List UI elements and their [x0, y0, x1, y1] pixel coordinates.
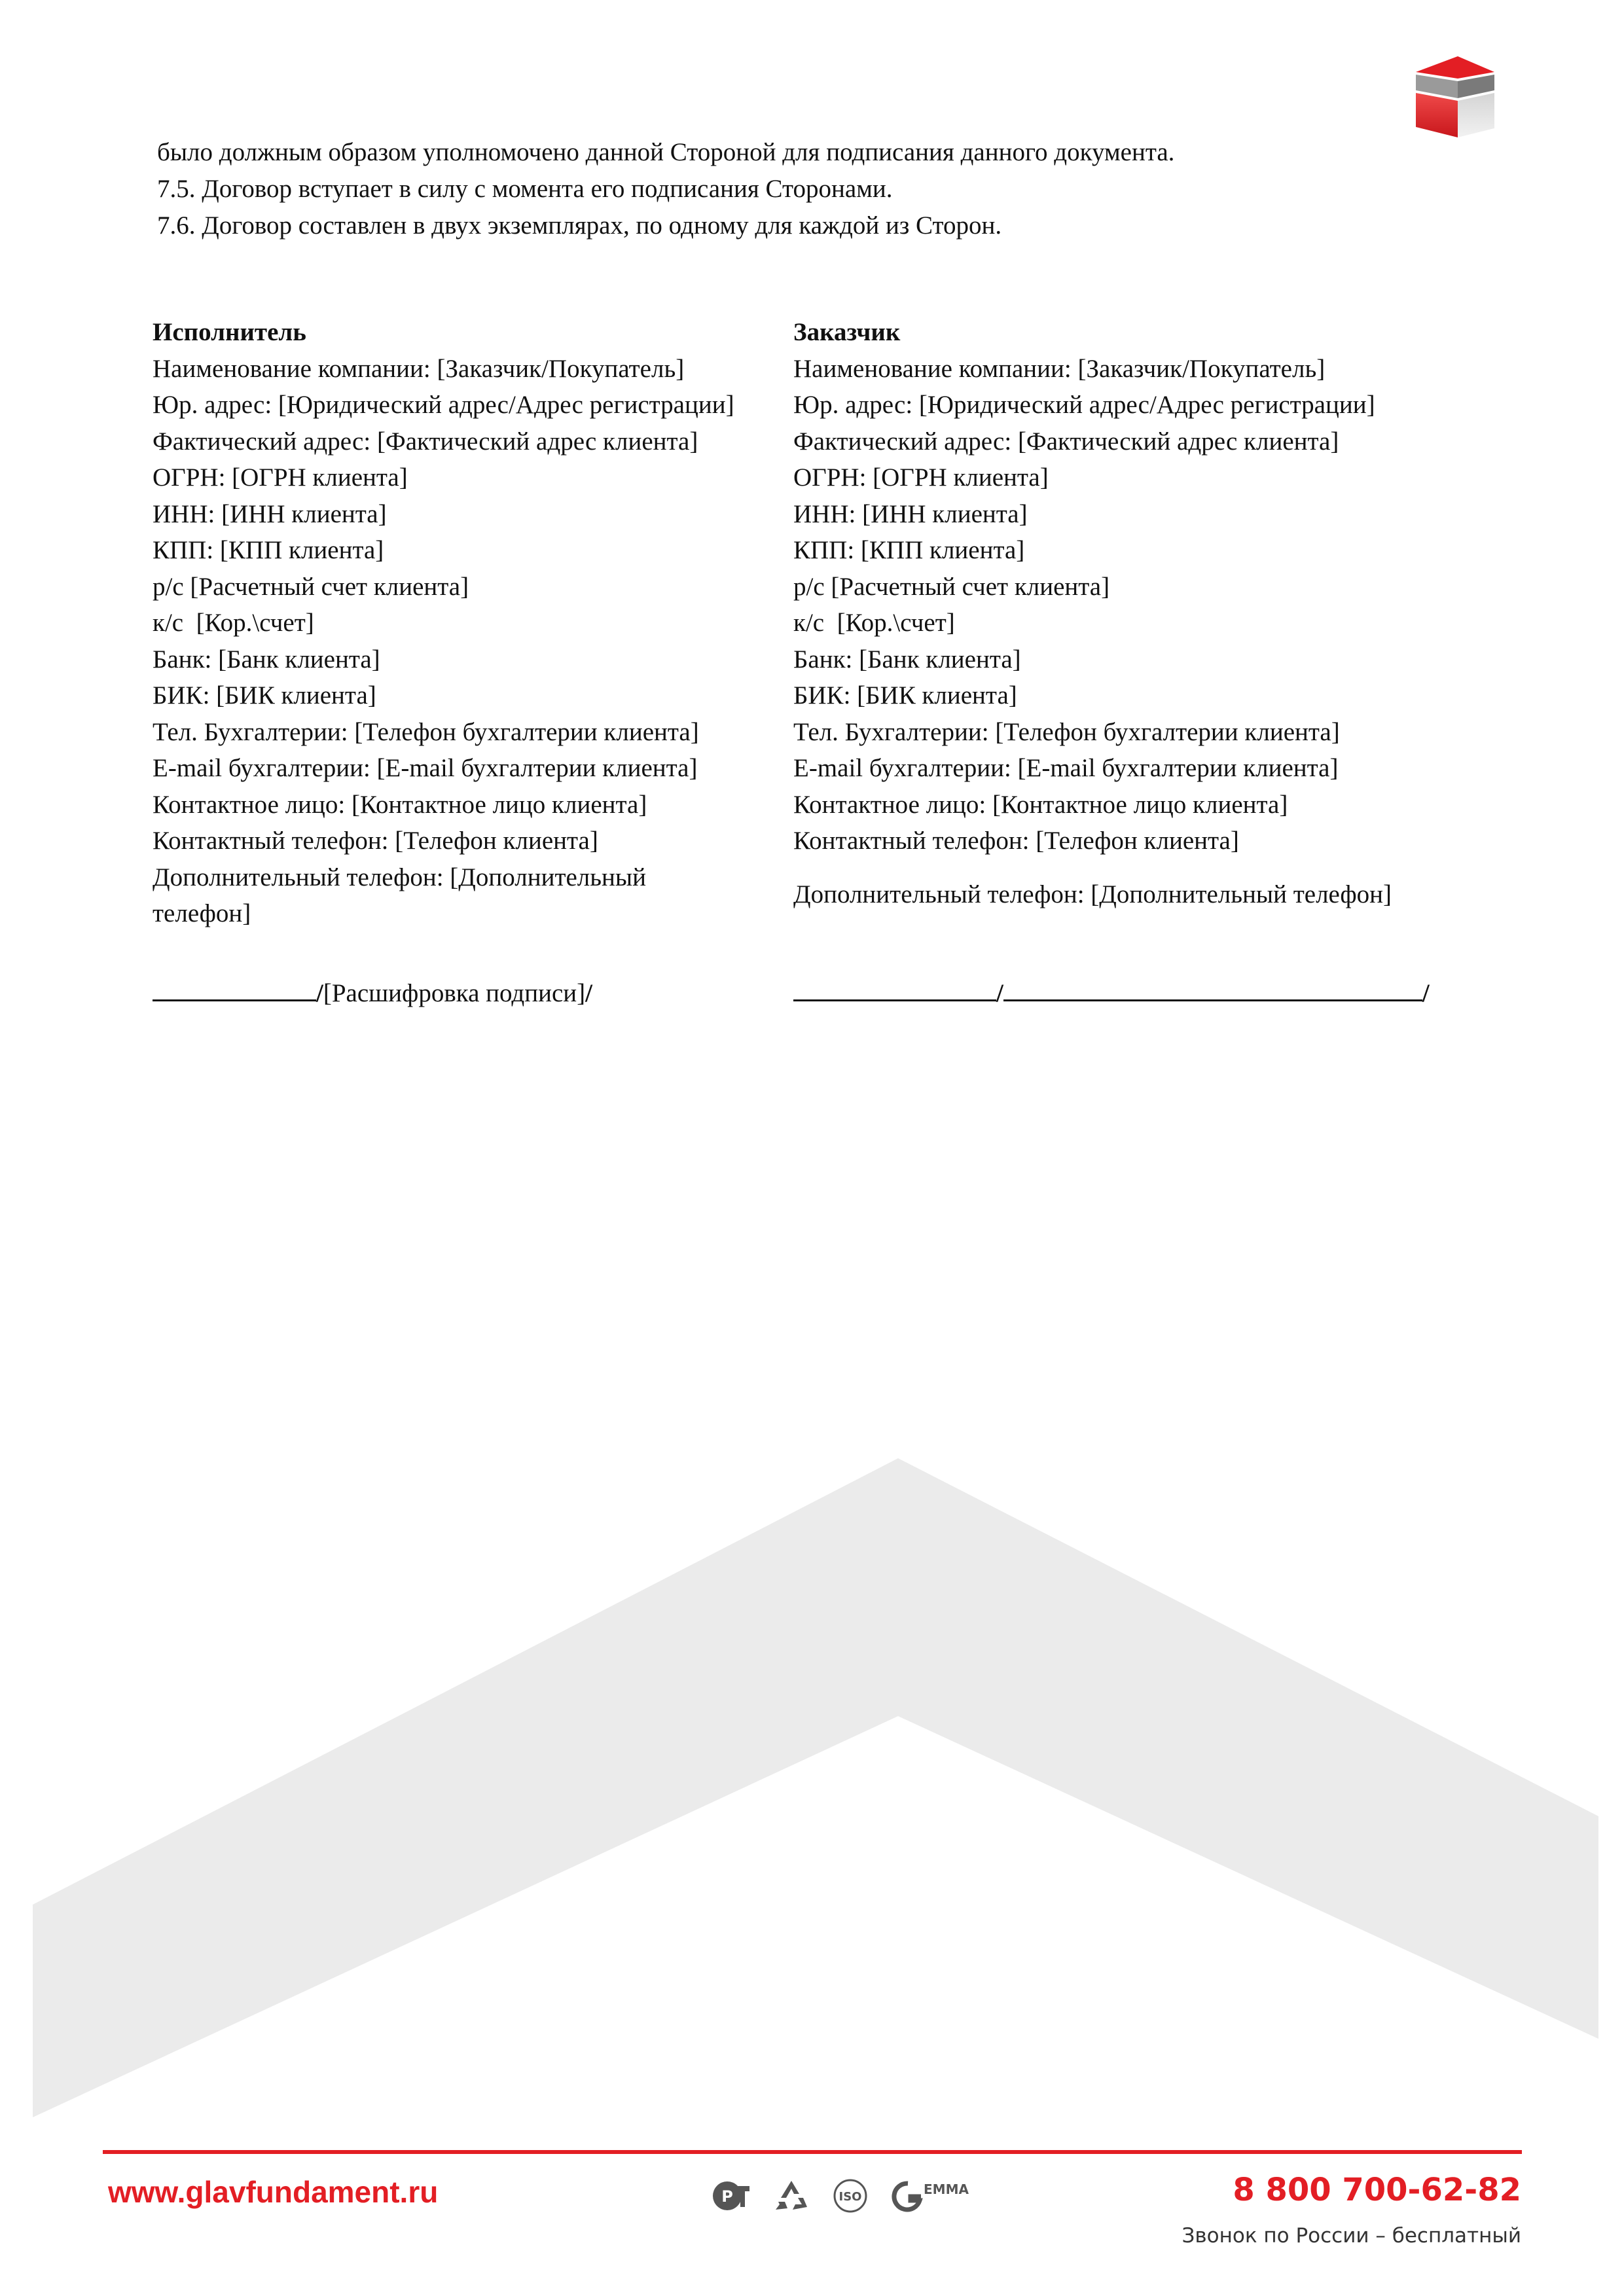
customer-ogrn: ОГРН: [ОГРН клиента] [793, 463, 1049, 492]
gemma-icon [891, 2176, 976, 2215]
certification-icons [710, 2173, 976, 2219]
customer-bank: Банк: [Банк клиента] [793, 645, 1021, 673]
clause-7-5: 7.5. Договор вступает в силу с момента его подписания Сторонами. [157, 175, 893, 203]
executor-kpp: КПП: [КПП клиента] [153, 536, 384, 564]
intro-text [157, 134, 1499, 244]
customer-contact-person: Контактное лицо: [Контактное лицо клиента] [793, 790, 1288, 819]
customer-bik: БИК: [БИК клиента] [793, 681, 1017, 709]
executor-actual-address: Фактический адрес: [Фактический адрес клиента] [153, 427, 698, 456]
executor-contact-person: Контактное лицо: [Контактное лицо клиента] [153, 790, 647, 819]
iso-icon [831, 2176, 870, 2215]
customer-legal-address: Юр. адрес: [Юридический адрес/Адрес регистрации] [793, 391, 1375, 419]
executor-company: Наименование компании: [Заказчик/Покупатель] [153, 354, 685, 383]
footer-divider [103, 2150, 1522, 2154]
executor-contact-phone: Контактный телефон: [Телефон клиента] [153, 827, 598, 855]
executor-details [153, 314, 755, 932]
executor-bik: БИК: [БИК клиента] [153, 681, 376, 709]
customer-heading: Заказчик [793, 318, 901, 346]
customer-signature-line [793, 975, 1430, 1012]
executor-accounting-email: E-mail бухгалтерии: [E-mail бухгалтерии клиента] [153, 754, 698, 782]
executor-ogrn: ОГРН: [ОГРН клиента] [153, 463, 408, 492]
executor-signature-field[interactable] [153, 976, 316, 1001]
signature-slash: / [1422, 979, 1430, 1007]
executor-accounting-phone: Тел. Бухгалтерии: [Телефон бухгалтерии клиента] [153, 717, 699, 746]
customer-accounting-email: E-mail бухгалтерии: [E-mail бухгалтерии клиента] [793, 754, 1339, 782]
customer-kpp: КПП: [КПП клиента] [793, 536, 1025, 564]
footer-website-link[interactable]: www.glavfundament.ru [108, 2175, 439, 2209]
clause-7-6: 7.6. Договор составлен в двух экземплярах, по одному для каждой из Сторон. [157, 211, 1002, 240]
rst-icon [710, 2176, 752, 2215]
footer-phone-number[interactable]: 8 800 700-62-82 [1233, 2172, 1521, 2208]
executor-signature-line [153, 975, 592, 1012]
customer-corr-account: к/с [Кор.\счет] [793, 609, 955, 637]
executor-extra-phone: Дополнительный телефон: [Дополнительный телефон] [153, 863, 646, 927]
customer-accounting-phone: Тел. Бухгалтерии: [Телефон бухгалтерии клиента] [793, 717, 1340, 746]
customer-contact-phone: Контактный телефон: [Телефон клиента] [793, 827, 1239, 855]
executor-bank: Банк: [Банк клиента] [153, 645, 380, 673]
signature-slash: / [996, 979, 1003, 1007]
customer-company: Наименование компании: [Заказчик/Покупатель] [793, 354, 1326, 383]
company-logo [1411, 52, 1502, 144]
svg-text:P: P [721, 2187, 733, 2206]
customer-actual-address: Фактический адрес: [Фактический адрес клиента] [793, 427, 1339, 456]
executor-corr-account: к/с [Кор.\счет] [153, 609, 314, 637]
executor-signature-decode: [Расшифровка подписи] [323, 979, 586, 1007]
svg-text:ISO: ISO [839, 2190, 862, 2204]
signature-slash: / [585, 979, 592, 1007]
recycle-icon [773, 2176, 810, 2215]
customer-inn: ИНН: [ИНН клиента] [793, 499, 1028, 528]
executor-heading: Исполнитель [153, 318, 306, 346]
customer-account: р/с [Расчетный счет клиента] [793, 572, 1110, 601]
customer-extra-phone: Дополнительный телефон: [Дополнительный телефон] [793, 880, 1392, 908]
signature-slash: / [316, 979, 323, 1007]
footer-phone-note: Звонок по России – бесплатный [1182, 2224, 1521, 2248]
customer-signature-field[interactable] [793, 976, 996, 1001]
executor-legal-address: Юр. адрес: [Юридический адрес/Адрес регистрации] [153, 391, 734, 419]
executor-inn: ИНН: [ИНН клиента] [153, 499, 387, 528]
customer-details [793, 314, 1448, 912]
customer-signature-decode-field[interactable] [1003, 976, 1422, 1001]
svg-text:EMMA: EMMA [924, 2181, 969, 2197]
intro-line-1: было должным образом уполномочено данной Стороной для подписания данного документа. [157, 138, 1175, 166]
executor-account: р/с [Расчетный счет клиента] [153, 572, 469, 601]
